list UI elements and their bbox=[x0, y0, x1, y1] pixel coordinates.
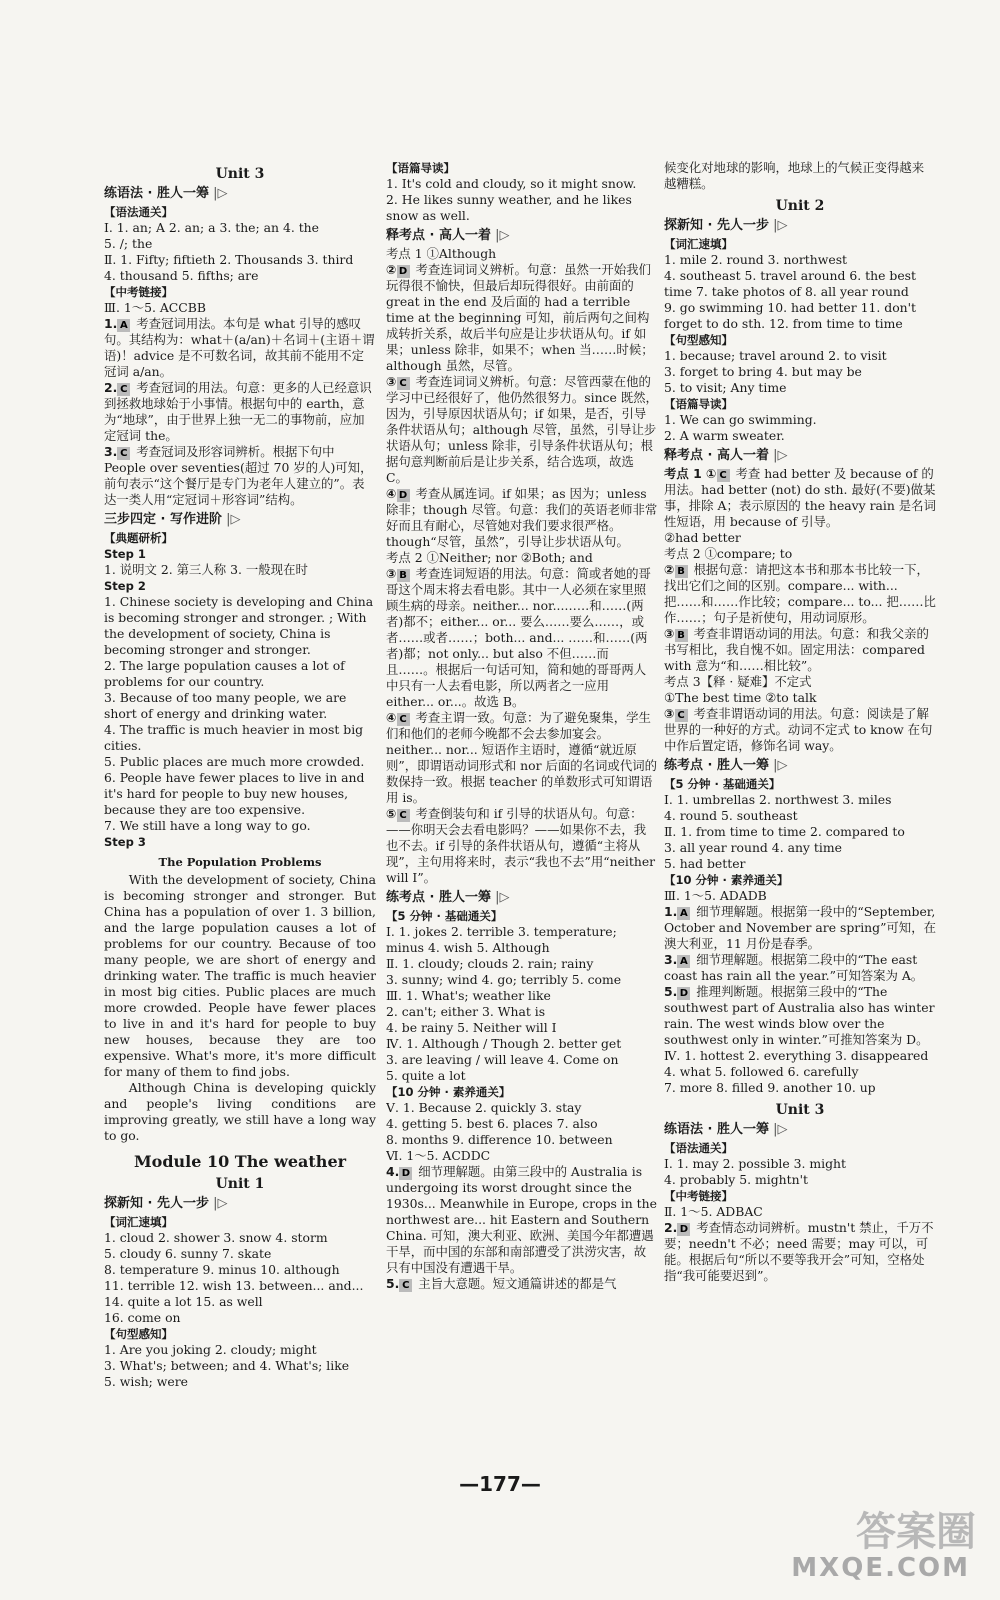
section-heading bbox=[104, 512, 376, 528]
subsection-tag: 【语篇导读】 bbox=[664, 397, 733, 411]
answer-line: 1. cloud 2. shower 3. snow 4. storm bbox=[104, 1230, 328, 1245]
answer-text: 考查连词词义辨析。句意：尽管西蒙在他的学习中已经很好了，他仍然很努力。since 既然，因为，引导原因状语从句；if 如果，是否，引导条件状语从句；although 尽管，虽然，引导让步状语从句；unless 除非，引导条件状语从句；根据句意判断前后是让步关系，结合选项，故选 C。 bbox=[386, 374, 658, 485]
arrow-icon: |▷ bbox=[769, 448, 788, 463]
module-title: Module 10 The weather bbox=[133, 1152, 347, 1171]
answer-explanation bbox=[386, 710, 658, 806]
answer-explanation bbox=[386, 566, 658, 710]
answer-explanation bbox=[104, 316, 376, 380]
arrow-icon: |▷ bbox=[209, 1196, 228, 1211]
answer-line: ①The best time ②to talk bbox=[664, 690, 817, 705]
answer-line: 5. /; the bbox=[104, 236, 153, 251]
section-heading bbox=[104, 186, 376, 202]
section-heading-text: 探新知 · 先人一步 bbox=[104, 1196, 209, 1211]
answer-text: 考查倒装句和 if 引导的状语从句。句意：——你明天会去看电影吗？——如果你不去，我也不去。if 引导的条件状语从句，遵循“主将从现”，主句用将来时，表示“我也不去”用“neither will I”。 bbox=[386, 806, 656, 885]
arrow-icon: |▷ bbox=[222, 512, 241, 527]
answer-line: 候变化对地球的影响，地球上的气候正变得越来越糟糕。 bbox=[664, 160, 925, 191]
subsection-tag: 【语篇导读】 bbox=[386, 161, 455, 175]
answer-badge: C bbox=[397, 809, 410, 822]
answer-number: 1. bbox=[104, 316, 118, 331]
answer-text: 细节理解题。根据第一段中的“September, October and November are spring”可知，在澳大利亚，11 月份是春季。 bbox=[664, 904, 936, 951]
arrow-icon: |▷ bbox=[769, 1122, 788, 1137]
answer-line: 4. be rainy 5. Neither will I bbox=[386, 1020, 557, 1035]
answer-explanation bbox=[664, 904, 936, 952]
section-heading-text: 三步四定 · 写作进阶 bbox=[104, 512, 222, 527]
answer-line: Ⅳ. 1. Although / Though 2. better get bbox=[386, 1036, 622, 1051]
unit-title: Unit 3 bbox=[215, 166, 265, 182]
section-heading bbox=[664, 218, 936, 234]
answer-line: 1. because; travel around 2. to visit bbox=[664, 348, 887, 363]
answer-line: 4. thousand 5. fifths; are bbox=[104, 268, 259, 283]
answer-number: 4. bbox=[386, 1164, 400, 1179]
subsection-tag: 【5 分钟 · 基础通关】 bbox=[664, 777, 781, 791]
subsection-tag: 【词汇速填】 bbox=[664, 237, 733, 251]
watermark-logo bbox=[790, 1510, 990, 1590]
subsection-tag: 【10 分钟 · 素养通关】 bbox=[664, 873, 789, 887]
answer-line: 7. We still have a long way to go. bbox=[104, 818, 311, 833]
answer-badge: C bbox=[397, 713, 410, 726]
subsection-tag: 【句型感知】 bbox=[104, 1327, 173, 1341]
essay-paragraph: Although China is developing quickly and people's living conditions are improving greatly, we still have a long way to go. bbox=[104, 1080, 376, 1143]
answer-badge: D bbox=[677, 1223, 690, 1236]
answer-number: 考点 1 ① bbox=[664, 466, 717, 481]
answer-line: 4. probably 5. mightn't bbox=[664, 1172, 808, 1187]
subsection-tag: Step 1 bbox=[104, 547, 146, 561]
section-heading bbox=[386, 228, 658, 244]
answer-text: 主旨大意题。短文通篇讲述的都是气 bbox=[414, 1276, 617, 1291]
subsection-tag: 【语法通关】 bbox=[664, 1141, 733, 1155]
column-right bbox=[664, 160, 936, 1460]
arrow-icon: |▷ bbox=[209, 186, 228, 201]
section-heading bbox=[104, 1196, 376, 1212]
answer-line: Ⅲ. 1～5. ACCBB bbox=[104, 300, 206, 315]
answer-line: 3. are leaving / will leave 4. Come on bbox=[386, 1052, 619, 1067]
answer-explanation bbox=[386, 1276, 658, 1292]
answer-badge: B bbox=[675, 565, 688, 578]
answer-badge: C bbox=[675, 709, 688, 722]
answer-line: Ⅲ. 1. What's; weather like bbox=[386, 988, 551, 1003]
answer-line: 9. go swimming 10. had better 11. don't forget to do sth. 12. from time to time bbox=[664, 300, 917, 331]
subsection-tag: 【中考链接】 bbox=[104, 285, 173, 299]
answer-line: 1. Chinese society is developing and China is becoming stronger and stronger. ; With the development of society, China is becoming stronger and stronger. bbox=[104, 594, 374, 657]
answer-explanation bbox=[386, 262, 658, 374]
section-heading bbox=[664, 1122, 936, 1138]
answer-line: 1. We can go swimming. bbox=[664, 412, 817, 427]
answer-explanation bbox=[664, 952, 936, 984]
answer-line: Ⅰ. 1. jokes 2. terrible 3. temperature; minus 4. wish 5. Although bbox=[386, 924, 617, 955]
answer-text: 考查情态动词辨析。mustn't 禁止，千万不要；needn't 不必；need 需要；may 可以，可能。根据后句“所以不要等我开会”可知，空格处指“我可能要迟到”。 bbox=[664, 1220, 934, 1283]
subsection-tag: 【句型感知】 bbox=[664, 333, 733, 347]
section-heading-text: 练考点 · 胜人一筹 bbox=[386, 890, 491, 905]
section-heading-text: 探新知 · 先人一步 bbox=[664, 218, 769, 233]
answer-line: 4. southeast 5. travel around 6. the best time 7. take photos of 8. all year round bbox=[664, 268, 916, 299]
answer-explanation bbox=[386, 486, 658, 550]
answer-badge: B bbox=[675, 629, 688, 642]
answer-line: Ⅲ. 1～5. ADADB bbox=[664, 888, 767, 903]
column-middle bbox=[386, 160, 658, 1460]
subsection-tag: 【词汇速填】 bbox=[104, 1215, 173, 1229]
answer-line: 1. It's cold and cloudy, so it might snow. bbox=[386, 176, 637, 191]
answer-badge: D bbox=[397, 265, 410, 278]
subsection-tag: 【典题研析】 bbox=[104, 531, 173, 545]
unit-title: Unit 3 bbox=[775, 1102, 825, 1118]
answer-badge: A bbox=[677, 955, 690, 968]
answer-text: 考查 had better 及 because of 的用法。had better (not) do sth. 最好(不要)做某事，排除 A；表示原因的 the heavy rain 是名词性短语，用 because of 引导。 bbox=[664, 466, 936, 529]
answer-line: 4. getting 5. best 6. places 7. also bbox=[386, 1116, 598, 1131]
answer-number: ② bbox=[664, 562, 675, 577]
answer-line: Ⅵ. 1～5. ACDDC bbox=[386, 1148, 491, 1163]
answer-line: 5. Public places are much more crowded. bbox=[104, 754, 365, 769]
section-heading-text: 练考点 · 胜人一筹 bbox=[664, 758, 769, 773]
section-heading bbox=[386, 890, 658, 906]
answer-text: 考查冠词的用法。句意：更多的人已经意识到拯救地球始于小事情。根据句中的 earth，意为“地球”，由于世界上独一无二的事物前，应加定冠词 the。 bbox=[104, 380, 372, 443]
answer-explanation bbox=[104, 380, 376, 444]
answer-line: 考点 2 ①compare; to bbox=[664, 546, 793, 561]
answer-explanation bbox=[386, 806, 658, 886]
answer-badge: B bbox=[397, 569, 410, 582]
answer-explanation bbox=[664, 466, 936, 530]
answer-number: 5. bbox=[664, 984, 678, 999]
answer-number: ③ bbox=[386, 566, 397, 581]
answer-text: 考查连词短语的用法。句意：简或者她的哥哥这个周末将去看电影。其中一人必须在家里照顾生病的母亲。neither... nor...……和……(两者)都不；either... or... 要么……要么……，或者……或者……；both... and... ……和……(两者)都；not only... but also 不但……而且……。根据后一句话可知，简和她的哥哥两人中只有一人去看电影，所以两者之一应用 either... or...。故选 B。 bbox=[386, 566, 651, 709]
unit-title: Unit 1 bbox=[215, 1176, 265, 1192]
answer-line: 8. temperature 9. minus 10. although bbox=[104, 1262, 340, 1277]
section-heading-text: 练语法 · 胜人一筹 bbox=[104, 186, 209, 201]
answer-line: 2. The large population causes a lot of problems for our country. bbox=[104, 658, 345, 689]
column-left bbox=[104, 160, 376, 1460]
answer-text: 考查主谓一致。句意：为了避免聚集，学生们和他们的老师今晚都不会去参加宴会。neither... nor... 短语作主语时，遵循“就近原则”，即谓语动词形式和 nor 后面的名词或代词的数保持一致。根据 teacher 的单数形式可知谓语用 is。 bbox=[386, 710, 657, 805]
answer-badge: D bbox=[397, 489, 410, 502]
page-number: —177— bbox=[459, 1472, 541, 1496]
essay-paragraph: With the development of society, China is becoming stronger and stronger. But China has a population of over 1. 3 billion, and the large population causes a lot of problems for our country. Because of too many people, we are short of energy and drinking water. The traffic is much heavier in most big cities. Public places are much more crowded. People have fewer places to live in and it's hard for people to buy new houses, because they are too expensive. What's more, it's more difficult for many of them to find jobs. bbox=[104, 872, 376, 1079]
subsection-tag: Step 3 bbox=[104, 835, 146, 849]
answer-number: 5. bbox=[386, 1276, 400, 1291]
answer-line: 3. sunny; wind 4. go; terribly 5. come bbox=[386, 972, 622, 987]
arrow-icon: |▷ bbox=[491, 890, 510, 905]
section-heading-text: 释考点 · 高人一着 bbox=[386, 228, 491, 243]
answer-line: 6. People have fewer places to live in and it's hard for people to buy new houses, because they are too expensive. bbox=[104, 770, 365, 817]
answer-explanation bbox=[664, 984, 936, 1048]
answer-number: 2. bbox=[104, 380, 118, 395]
answer-line: Ⅱ. 1～5. ADBAC bbox=[664, 1204, 763, 1219]
answer-explanation bbox=[104, 444, 376, 508]
subsection-tag: Step 2 bbox=[104, 579, 146, 593]
answer-badge: A bbox=[677, 907, 690, 920]
section-heading-text: 练语法 · 胜人一筹 bbox=[664, 1122, 769, 1137]
answer-line: 5. had better bbox=[664, 856, 746, 871]
answer-badge: C bbox=[717, 469, 730, 482]
answer-badge: D bbox=[399, 1167, 412, 1180]
answer-line: Ⅱ. 1. from time to time 2. compared to bbox=[664, 824, 905, 839]
arrow-icon: |▷ bbox=[769, 218, 788, 233]
answer-text: 考查非谓语动词的用法。句意：和我父亲的书写相比，我自愧不如。固定用法：compared with 意为“和……相比较”。 bbox=[664, 626, 929, 673]
answer-line: ②had better bbox=[664, 530, 741, 545]
subsection-tag: 【5 分钟 · 基础通关】 bbox=[386, 909, 503, 923]
answer-explanation bbox=[664, 562, 936, 626]
answer-explanation bbox=[664, 1220, 936, 1284]
answer-line: 16. come on bbox=[104, 1310, 181, 1325]
answer-line: 5. cloudy 6. sunny 7. skate bbox=[104, 1246, 272, 1261]
watermark-domain-text: MXQE.COM bbox=[791, 1553, 970, 1583]
answer-line: 1. mile 2. round 3. northwest bbox=[664, 252, 848, 267]
subsection-tag: 【中考链接】 bbox=[664, 1189, 733, 1203]
answer-line: Ⅳ. 1. hottest 2. everything 3. disappeared bbox=[664, 1048, 929, 1063]
answer-line: Ⅰ. 1. an; A 2. an; a 3. the; an 4. the bbox=[104, 220, 319, 235]
answer-number: ③ bbox=[664, 706, 675, 721]
answer-text: 考查连词词义辨析。句意：虽然一开始我们玩得很不愉快，但最后却玩得很好。由前面的 great in the end 及后面的 had a terrible time at the beginning 可知，前后两句之间构成转折关系，故后半句应是让步状语从句。if 如果；unless 除非，如果不；when 当……时候；although 虽然，尽管。 bbox=[386, 262, 654, 373]
section-heading-text: 释考点 · 高人一着 bbox=[664, 448, 769, 463]
answer-number: ③ bbox=[664, 626, 675, 641]
answer-line: 7. more 8. filled 9. another 10. up bbox=[664, 1080, 876, 1095]
answer-line: 5. to visit; Any time bbox=[664, 380, 787, 395]
subsection-tag: 【语法通关】 bbox=[104, 205, 173, 219]
answer-line: 考点 3【释 · 疑难】不定式 bbox=[664, 674, 812, 689]
answer-number: 3. bbox=[104, 444, 118, 459]
answer-line: Ⅰ. 1. may 2. possible 3. might bbox=[664, 1156, 846, 1171]
answer-line: 1. Are you joking 2. cloudy; might bbox=[104, 1342, 317, 1357]
answer-text: 考查非谓语动词的用法。句意：阅读是了解世界的一种好的方式。动词不定式 to know 在句中作后置定语，修饰名词 way。 bbox=[664, 706, 933, 753]
answer-explanation bbox=[386, 374, 658, 486]
answer-explanation bbox=[664, 626, 936, 674]
answer-badge: D bbox=[677, 987, 690, 1000]
answer-number: 1. bbox=[664, 904, 678, 919]
answer-line: 2. A warm sweater. bbox=[664, 428, 785, 443]
answer-line: Ⅱ. 1. cloudy; clouds 2. rain; rainy bbox=[386, 956, 594, 971]
answer-number: ④ bbox=[386, 710, 397, 725]
answer-badge: C bbox=[117, 447, 130, 460]
answer-number: 2. bbox=[664, 1220, 678, 1235]
answer-number: ⑤ bbox=[386, 806, 397, 821]
arrow-icon: |▷ bbox=[491, 228, 510, 243]
answer-line: 4. round 5. southeast bbox=[664, 808, 798, 823]
answer-line: 4. what 5. followed 6. carefully bbox=[664, 1064, 859, 1079]
answer-number: 3. bbox=[664, 952, 678, 967]
answer-line: 11. terrible 12. wish 13. between... and... 14. quite a lot 15. as well bbox=[104, 1278, 364, 1309]
answer-line: Ⅱ. 1. Fifty; fiftieth 2. Thousands 3. third bbox=[104, 252, 354, 267]
answer-badge: C bbox=[117, 383, 130, 396]
answer-line: 考点 1 ①Although bbox=[386, 246, 497, 261]
answer-line: 5. wish; were bbox=[104, 1374, 188, 1389]
answer-line: 3. What's; between; and 4. What's; like bbox=[104, 1358, 350, 1373]
answer-badge: A bbox=[117, 319, 130, 332]
answer-explanation bbox=[386, 1164, 658, 1276]
answer-text: 根据句意：请把这本书和那本书比较一下，找出它们之间的区别。compare... with... 把……和……作比较；compare... to... 把……比作……；句子是祈使句，用动词原形。 bbox=[664, 562, 936, 625]
answer-line: 8. months 9. difference 10. between bbox=[386, 1132, 613, 1147]
answer-line: 2. He likes sunny weather, and he likes snow as well. bbox=[386, 192, 632, 223]
answer-line: 3. forget to bring 4. but may be bbox=[664, 364, 862, 379]
essay-title: The Population Problems bbox=[158, 855, 322, 869]
answer-number: ④ bbox=[386, 486, 397, 501]
answer-line: 3. Because of too many people, we are short of energy and drinking water. bbox=[104, 690, 347, 721]
answer-explanation bbox=[664, 706, 936, 754]
answer-line: 5. quite a lot bbox=[386, 1068, 466, 1083]
section-heading bbox=[664, 758, 936, 774]
section-heading bbox=[664, 448, 936, 464]
subsection-tag: 【10 分钟 · 素养通关】 bbox=[386, 1085, 511, 1099]
answer-text: 考查冠词用法。本句是 what 引导的感叹句。其结构为：what＋(a/an)＋名词＋(主语＋谓语)！advice 是不可数名词，故其前不能用不定冠词 a/an。 bbox=[104, 316, 375, 379]
answer-line: 3. all year round 4. any time bbox=[664, 840, 842, 855]
answer-text: 细节理解题。由第三段中的 Australia is undergoing its worst drought since the 1930s... Meanwhile in Europe, crops in the northwest are... hit Eastern and Southern China. 可知，澳大利亚、欧洲、美国今年都遭遇干旱，而中国的东部和南部遭受了洪涝灾害，故只有中国没有遭遇干旱。 bbox=[386, 1164, 657, 1275]
answer-text: 推理判断题。根据第三段中的“The southwest part of Australia also has winter rain. The west winds blow over the southwest only in winter.”可推知答案为 D。 bbox=[664, 984, 935, 1047]
answer-number: ② bbox=[386, 262, 397, 277]
answer-line: Ⅴ. 1. Because 2. quickly 3. stay bbox=[386, 1100, 582, 1115]
answer-text: 细节理解题。根据第二段中的“The east coast has rain all the year.”可知答案为 A。 bbox=[664, 952, 924, 983]
answer-badge: C bbox=[399, 1279, 412, 1292]
watermark-main-text: 答案圈 bbox=[856, 1509, 976, 1555]
answer-text: 考查冠词及形容词辨析。根据下句中 People over seventies(超过 70 岁的人)可知，前句表示“这个餐厅是专门为老年人建立的”。表达一类人用“定冠词＋形容词”结构。 bbox=[104, 444, 373, 507]
answer-number: ③ bbox=[386, 374, 397, 389]
answer-badge: C bbox=[397, 377, 410, 390]
answer-line: Ⅰ. 1. umbrellas 2. northwest 3. miles bbox=[664, 792, 892, 807]
answer-line: 4. The traffic is much heavier in most big cities. bbox=[104, 722, 364, 753]
unit-title: Unit 2 bbox=[775, 198, 825, 214]
answer-text: 考查从属连词。if 如果；as 因为；unless 除非；though 尽管。句意：我们的英语老师非常好而且有耐心，尽管她对我们要求很严格。though“尽管，虽然”，引导让步状语从句。 bbox=[386, 486, 658, 549]
answer-line: 考点 2 ①Neither; nor ②Both; and bbox=[386, 550, 593, 565]
answer-line: 1. 说明文 2. 第三人称 3. 一般现在时 bbox=[104, 562, 308, 577]
arrow-icon: |▷ bbox=[769, 758, 788, 773]
answer-line: 2. can't; either 3. What is bbox=[386, 1004, 546, 1019]
